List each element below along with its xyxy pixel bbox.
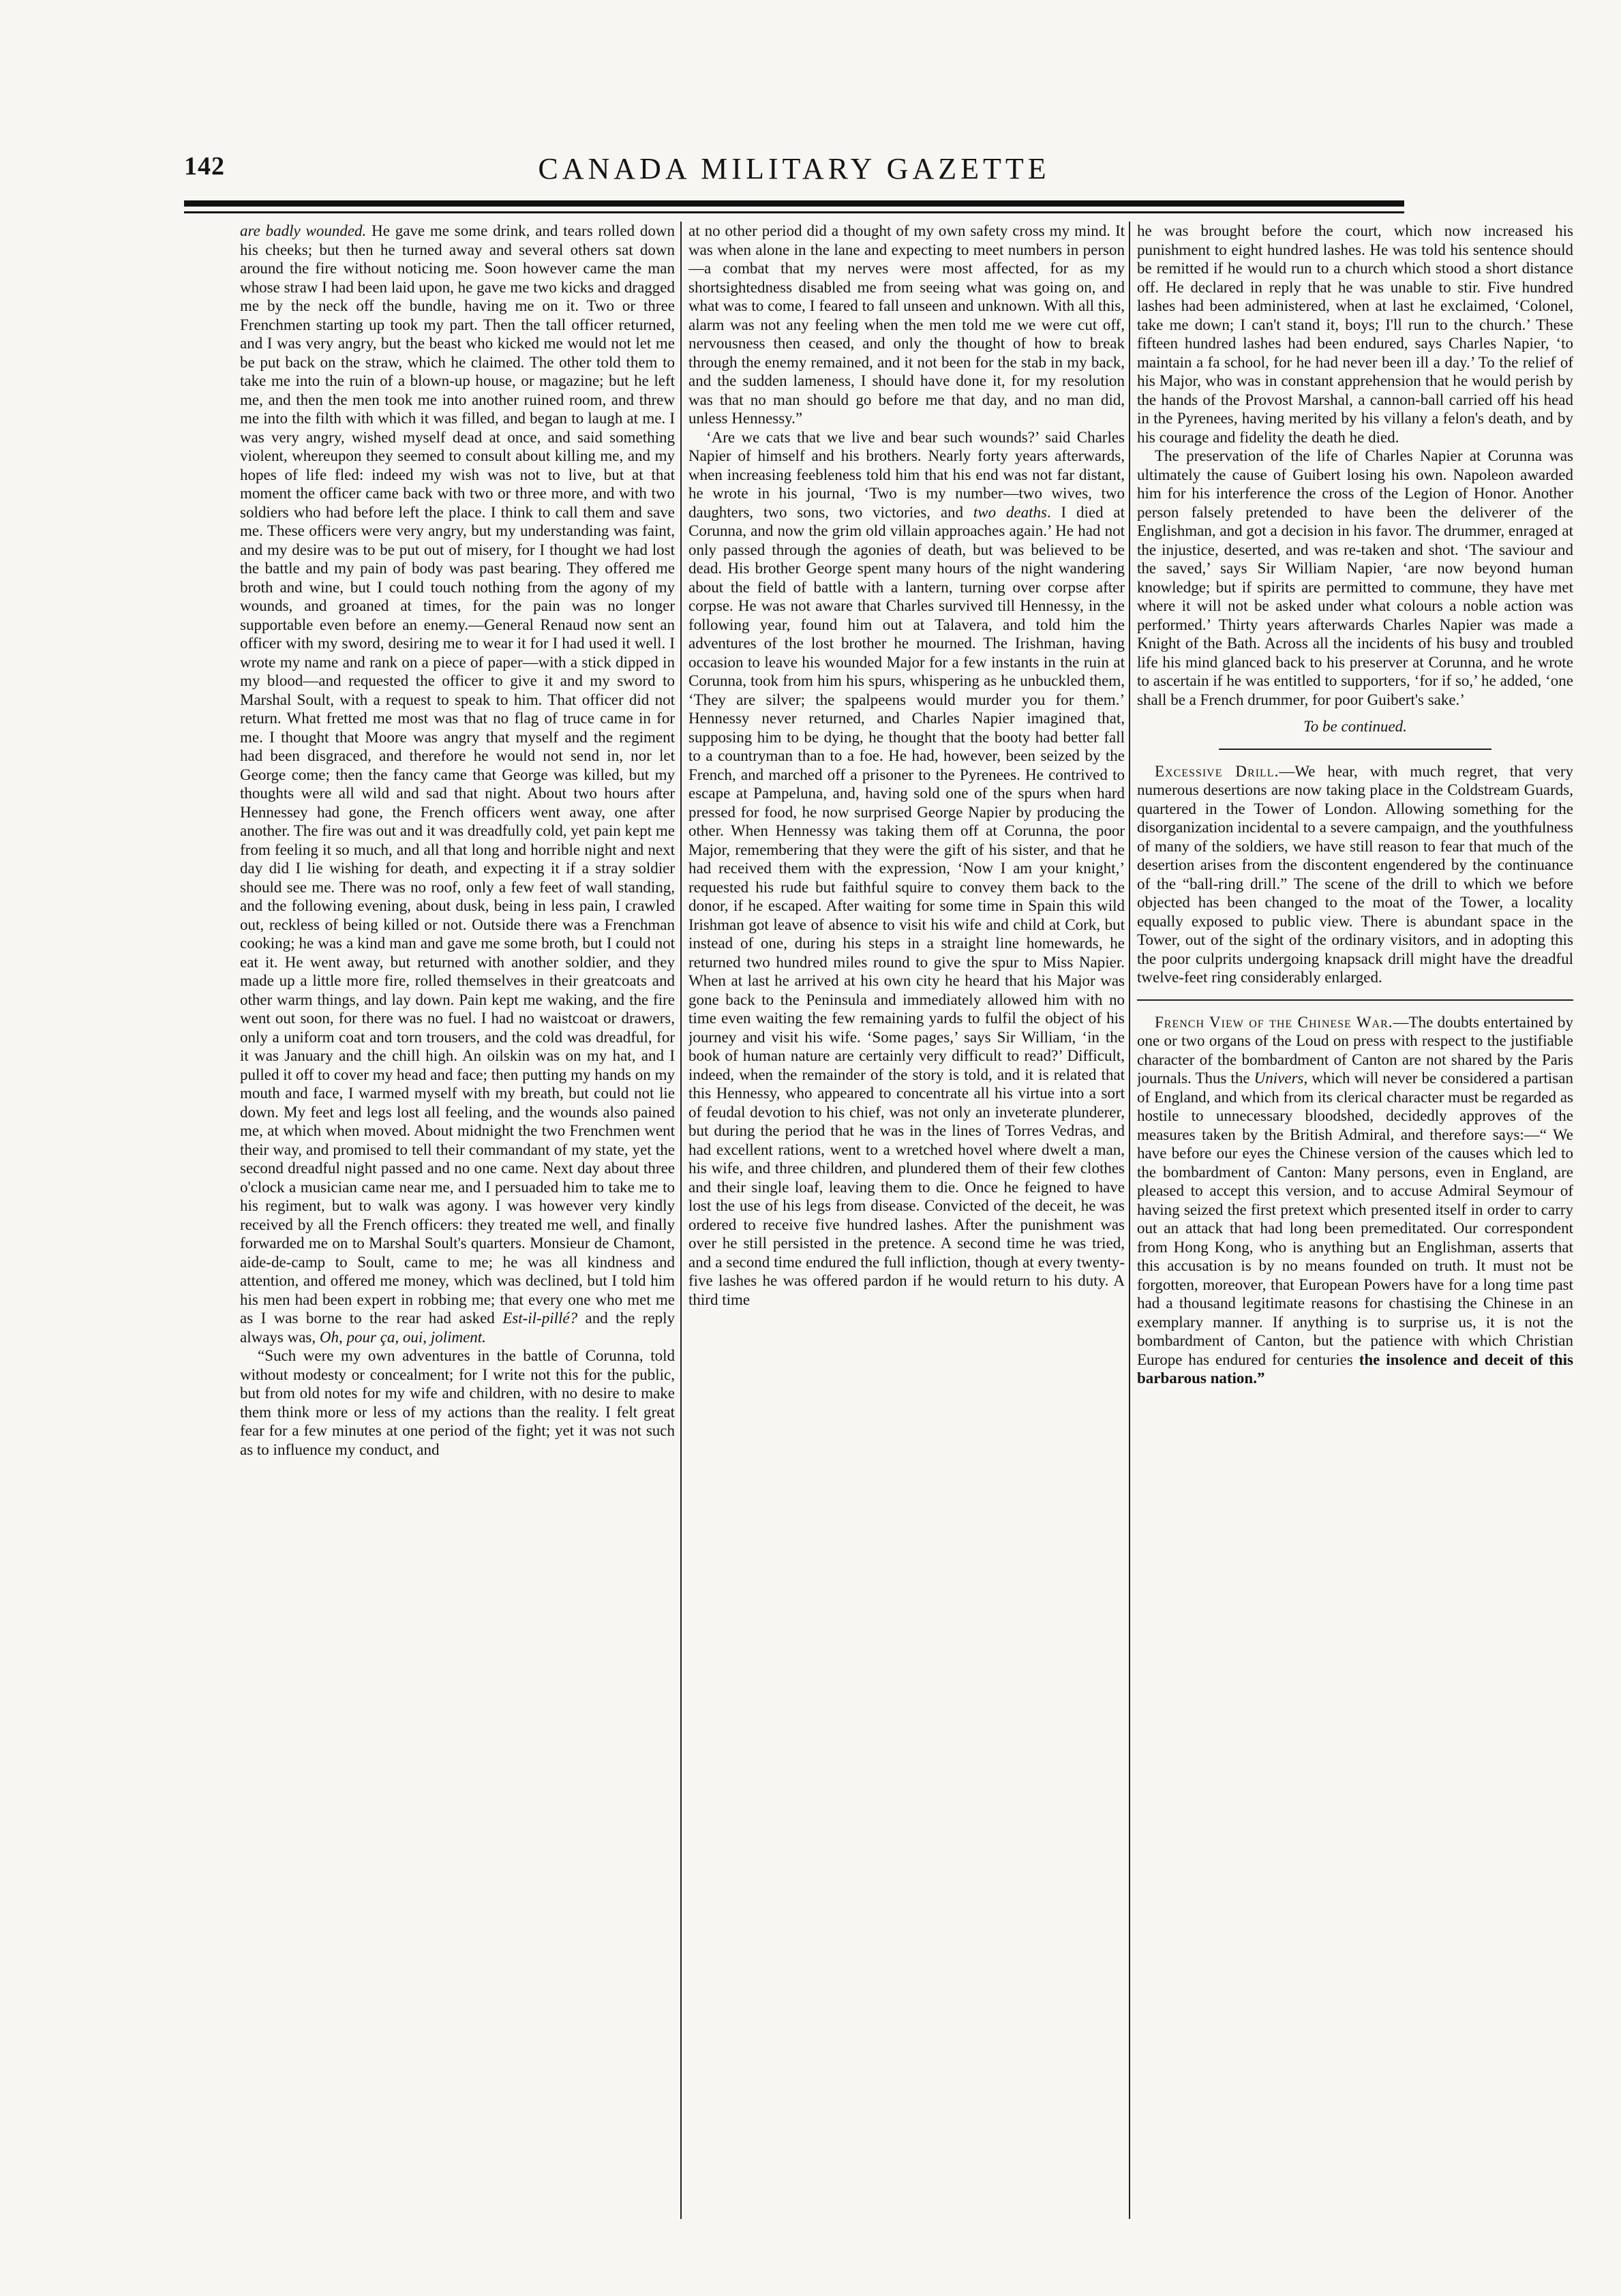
col1-lead-italic: are badly wounded. bbox=[240, 222, 367, 239]
chinese-war-article bbox=[1137, 1013, 1573, 1388]
col1-italic-phrase-2: Oh, pour ça, oui, joliment. bbox=[319, 1328, 486, 1346]
column-divider-1 bbox=[680, 222, 682, 2219]
col1-paragraph-1 bbox=[240, 222, 675, 1346]
col1-text: He gave me some drink, and tears rolled down his cheeks; but then he turned away and several others sat down around the fire without noticing me. Soon however came the man whose straw I had been laid upon, he gave me two kicks and dragged me by the neck off the bundle, having me on it. Two or three Frenchmen starting up took my part. Then the tall officer returned, and I was very angry, but the beast who kicked me would not let me be put back on the straw, which he claimed. The other told them to take me into the ruin of a blown-up house, or magazine; but he left me, and then the men took me into another ruined room, and threw me into the filth with which it was filled, and began to laugh at me. I was very angry, wished myself dead at once, and said something violent, whereupon they seemed to consult about killing me, and my hopes of life fled: indeed my wish was not to live, but at that moment the officer came back with two or three more, and with two soldiers who had before left the place. I think to call them and save me. These officers were very angry, but my understanding was faint, and my desire was to be put out of misery, for I thought we had lost the battle and my pain of body was past bearing. They offered me broth and wine, but I could touch nothing from the agony of my wounds, and groaned at times, for the pain was no longer supportable even before an enemy.—General Renaud now sent an officer with my sword, desiring me to wear it for I had used it well. I wrote my name and rank on a piece of paper—with a stick dipped in my blood—and requested the officer to give it and my sword to Marshal Soult, with a request to speak to him. That officer did not return. What fretted me most was that no flag of truce came in for me. I thought that Moore was angry that myself and the regiment had been disgraced, and therefore he would not send in, nor let George come; then the fancy came that George was killed, but my thoughts were all wild and sad that night. About two hours after Hennessey had gone, the French officers went away, one after another. The fire was out and it was dreadfully cold, yet pain kept me from feeling it so much, and all that long and horrible night and next day did I lie wishing for death, and expecting it if a stray soldier should see me. There was no roof, only a few feet of wall standing, and the following evening, about dusk, being in less pain, I crawled out, reckless of being killed or not. Outside there was a Frenchman cooking; he was a kind man and gave me some broth, but I could not eat it. He went away, but returned with another soldier, and they made up a little more fire, rolled themselves in their greatcoats and other warm things, and lay down. Pain kept me waking, and the fire went out soon, for there was no fuel. I had no waistcoat or drawers, only a uniform coat and torn trousers, and the cold was dreadful, for it was January and the chill high. An oilskin was on my hat, and I pulled it off to cover my head and face; then putting my hands on my mouth and face, I warmed myself with my breath, but could not lie down. My feet and legs lost all feeling, and the wounds also pained me, at which when moved. About midnight the two Frenchmen went their way, and promised to tell their commandant of my state, yet the second dreadful night passed and no one came. Next day about three o'clock a musician came near me, and I persuaded him to take me to his regiment, but to walk was agony. I was however very kindly received by all the French officers: they treated me well, and finally forwarded me on to Marshal Soult's quarters. Monsieur de Chamont, aide-de-camp to Soult, came to me; he was all kindness and attention, and offered me money, which was declined, but I told him his men had been expert in robbing me; that every one who met me as I was borne to the rear had asked bbox=[240, 222, 675, 1327]
running-title: CANADA MILITARY GAZETTE bbox=[538, 152, 1050, 185]
section-divider-1 bbox=[1219, 749, 1491, 750]
col3-paragraph-1: he was brought before the court, which now increased his punishment to eight hundred lashes. He was told his sentence should be remitted if he would run to a church which stood a short distance off. He declared in reply that he was unable to stir. Five hundred lashes had been administered, when at last he exclaimed, ‘Colonel, take me down; I can't stand it, boys; I'll run to the church.’ These fifteen hundred lashes had been endured, says Charles Napier, ‘to maintain a fa school, for he had never been ill a day.’ To the relief of his Major, who was in constant apprehension that he would perish by the hands of the Provost Marshal, a cannon-ball carried off his head in the Pyrenees, having merited by his villany a felon's death, and by his courage and fidelity the death he died. bbox=[1137, 222, 1573, 446]
col2-paragraph-2 bbox=[688, 428, 1125, 1310]
page-header bbox=[184, 151, 1404, 192]
header-rule-thin bbox=[184, 211, 1404, 213]
col2-italic-phrase: two deaths bbox=[973, 503, 1047, 521]
col3-paragraph-2: The preservation of the life of Charles Napier at Corunna was ultimately the cause of Guibert losing his own. Napoleon awarded him for his interference the cross of the Legion of Honor. Another person falsely pretended to have been the deliverer of the Englishman, and got a decision in his favor. The drummer, enraged at the injustice, deserted, and was re-taken and shot. ‘The saviour and the saved,’ says Sir William Napier, ‘are now beyond human knowledge; but if spirits are permitted to commune, they have met where it will not be asked under what colours a noble action was performed.’ Thirty years afterwards Charles Napier was made a Knight of the Bath. Across all the incidents of his busy and troubled life his mind glanced back to his preserver at Corunna, and he wrote to ascertain if he was entitled to supporters, ‘for if so,’ he added, ‘one shall be a French drummer, for poor Guibert's sake.’ bbox=[1137, 447, 1573, 708]
col1-italic-phrase: Est-il-pillé? bbox=[502, 1310, 578, 1327]
column-1 bbox=[240, 222, 675, 2219]
column-2 bbox=[688, 222, 1125, 2219]
excessive-drill-body: —We hear, with much regret, that very numerous desertions are now taking place in the Coldstream Guards, quartered in the Tower of London. Allowing something for the disorganization incidental to a severe campaign, and the youthfulness of many of the soldiers, we have still reason to fear that much of the desertion arises from the discontent engendered by the continuance of the “ball-ring drill.” The scene of the drill to which we before objected has been changed to the moat of the Tower, a locality equally exposed to public view. There is abundant space in the Tower, out of the sight of the ordinary visitors, and in adopting this the poor culprits undergoing knapsack drill might have the dreadful twelve-feet ring considerably enlarged. bbox=[1137, 762, 1573, 986]
col1-text-mid: and the reply always was, bbox=[240, 1310, 675, 1346]
column-divider-2 bbox=[1129, 222, 1130, 2219]
chinese-war-italic: Univers bbox=[1254, 1070, 1304, 1087]
col2-text-b: . I died at Corunna, and now the grim old villain approaches again.’ He had not only passed through the agonies of death, but was believed to be dead. His brother George spent many hours of the night wandering about the field of battle with a lantern, turning over corpse after corpse. He was not aware that Charles survived till Hennessy, in the following year, found him out at Talavera, and told him the adventures of the lost brother he mourned. The Irishman, having occasion to leave his wounded Major for a few instants in the ruin at Corunna, took from him his spurs, whispering as he unbuckled them, ‘They are silver; the spalpeens would murder you for them.’ Hennessy never returned, and Charles Napier imagined that, supposing him to be dying, he thought that the booty had better fall to a countryman than to a foe. He had, however, been seized by the French, and marched off a prisoner to the Pyrenees. He contrived to escape at Pampeluna, and, having sold one of the spurs when hard pressed for food, he now surprised George Napier by producing the other. When Hennessy was taking them off at Corunna, the poor Major, remembering that they were the gift of his sister, and that he had received them with the expression, ‘Now I am your knight,’ requested his rude but faithful squire to convey them back to the donor, if he escaped. After waiting for some time in Spain this wild Irishman got leave of absence to visit his wife and child at Cork, but instead of one, during his steps in a straight line homewards, he returned two hundred miles round to give the spur to Miss Napier. When at last he arrived at his own city he heard that his Major was gone back to the Peninsula and immediately allowed him with no time even waiting the few remaining yards to fulfil the object of his journey and visit his wife. ‘Some pages,’ says Sir William, ‘in the book of human nature are certainly very difficult to read?’ Difficult, indeed, when the remainder of the story is told, and it is related that this Hennessy, who appeared to concentrate all his virtue into a sort of feudal devotion to his chief, was not only an inveterate plunderer, but during the period that he was in the lines of Torres Vedras, and had excellent rations, went to a wretched hovel where dwelt a man, his wife, and three children, and plundered them of their few clothes and their single loaf, leaving them to die. Once he feigned to have lost the use of his legs from disease. Convicted of the deceit, he was ordered to receive five hundred lashes. After the punishment was over he still persisted in the pretence. A second time he was tried, and a second time endured the full infliction, though at every twenty-five lashes he was offered pardon if he would return to his duty. A third time bbox=[688, 503, 1125, 1308]
chinese-war-body-a: —The doubts entertained by one or two organs of the Loud on press with respect to the justifiable character of the bombardment of Canton are not shared by the Paris journals. Thus the bbox=[1137, 1013, 1573, 1087]
col2-paragraph-1: at no other period did a thought of my own safety cross my mind. It was when alone in the lane and expecting to meet numbers in person—a combat that my nerves were most affected, for as my shortsightedness disabled me from seeing what was going on, and what was to come, I feared to fall unseen and unknown. With all this, alarm was not any feeling when the men told me we were cut off, nervousness then ceased, and only the thought of how to break through the enemy remained, and it not been for the stab in my back, and the sudden lameness, I should have done it, for my resolution was that no man should go before me that day, and no man did, unless Hennessy.” bbox=[688, 222, 1125, 427]
chinese-war-bold-tail: the insolence and deceit of this barbarous nation.” bbox=[1137, 1350, 1573, 1387]
section-divider-2 bbox=[1137, 999, 1573, 1001]
page-number: 142 bbox=[184, 152, 225, 181]
col2-text-a: ‘Are we cats that we live and bear such wounds?’ said Charles Napier of himself and his brothers. Nearly forty years afterwards, when increasing feebleness told him that his end was not far distant, he wrote in his journal, ‘Two is my number—two wives, two daughters, two sons, two victories, and bbox=[688, 428, 1125, 521]
to-be-continued: To be continued. bbox=[1303, 718, 1407, 735]
excessive-drill-article bbox=[1137, 762, 1573, 987]
header-rule-thick bbox=[184, 200, 1404, 207]
chinese-war-heading: French View of the Chinese War. bbox=[1155, 1013, 1393, 1031]
chinese-war-body-b: , which will never be considered a partisan of England, and which from its clerical character must be regarded as hostile to unnecessary bloodshed, decidedly approves of the measures taken by the British Admiral, and therefore says:—“ We have before our eyes the Chinese version of the causes which led to the bombardment of Canton: Many persons, even in England, are pleased to accept this version, and to accuse Admiral Seymour of having seized the first pretext which presented itself in order to carry out an attack that had long been premeditated. Our correspondent from Hong Kong, who is anything but an Englishman, asserts that this accusation is by no means founded on truth. It must not be forgotten, moreover, that European Powers have for a long time past had a thousand legitimate reasons for chastising the Chinese in an exemplary manner. If anything is to surprise us, it is not the bombardment of Canton, but the patience with which Christian Europe has endured for centuries bbox=[1137, 1070, 1573, 1368]
col1-paragraph-2: “Such were my own adventures in the battle of Corunna, told without modesty or concealment; for I write not this for the public, but from old notes for my wife and children, with no desire to make them think more or less of my actions than the reality. I felt great fear for a few minutes at one period of the fight; yet it was not such as to influence my conduct, and bbox=[240, 1347, 675, 1458]
column-3 bbox=[1137, 222, 1573, 2219]
excessive-drill-heading: Excessive Drill. bbox=[1155, 762, 1279, 780]
